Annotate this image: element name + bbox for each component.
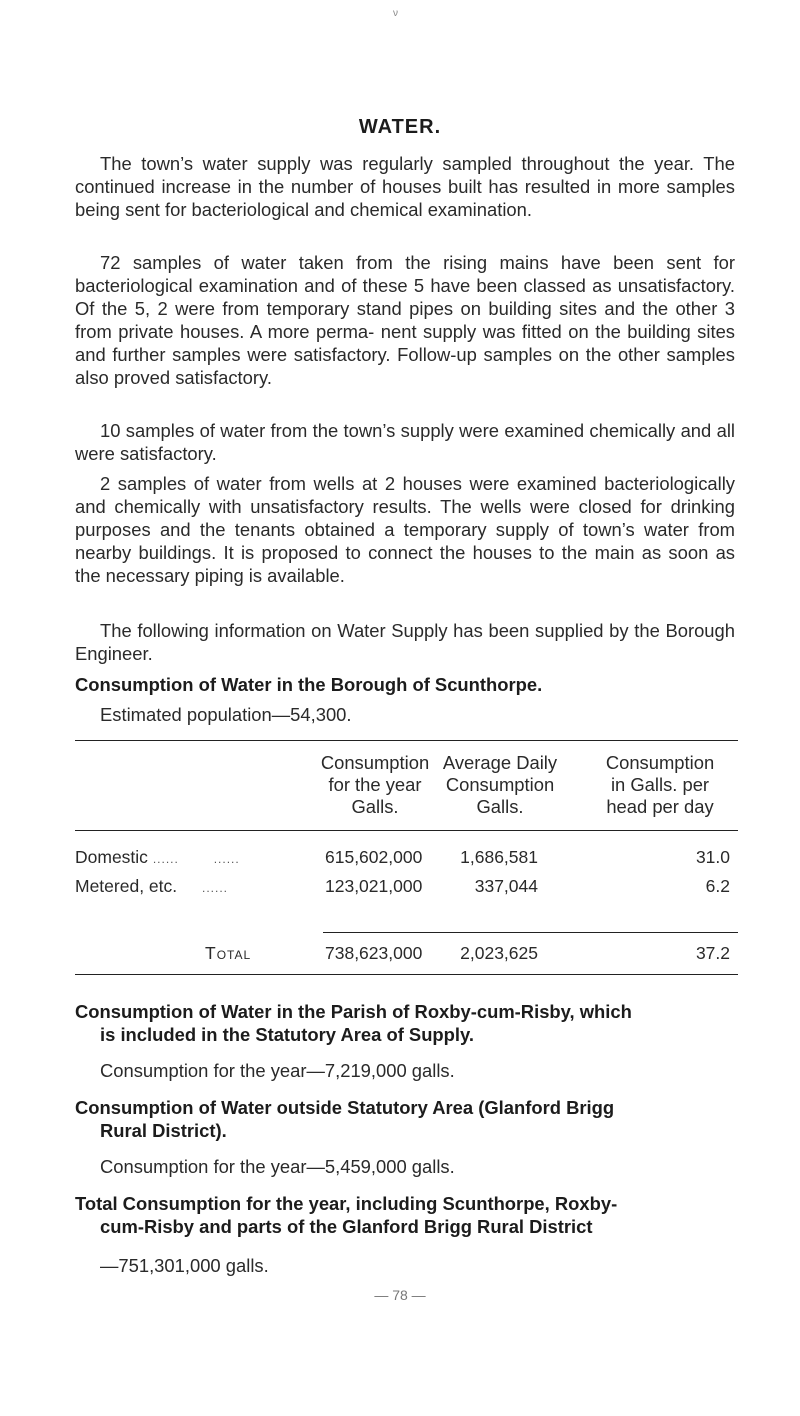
column-header-line: for the year [328, 774, 422, 795]
paragraph-wells: 2 samples of water from wells at 2 houses were examined bacteriologically and chemically with unsatisfactory results. The wells were closed for drinking purposes and the tenants obtained a temporary supply of town’s water from nearby buildings. It is proposed to connect the houses to the main as soon as the necessary piping is available. [75, 473, 735, 586]
paragraph-borough-engineer: The following information on Water Supply has been supplied by the Borough Engineer. [75, 620, 735, 664]
heading-line: Total Consumption for the year, including Scunthorpe, Roxby- [75, 1193, 618, 1214]
roxby-heading [75, 1000, 740, 1046]
corner-mark: ν [393, 8, 398, 19]
cell-daily: 337,044 [474, 876, 538, 896]
total-label: Total [205, 943, 252, 963]
table-row [75, 846, 738, 868]
table-total-row [75, 942, 738, 964]
row-label-cell [75, 846, 240, 870]
column-header-line: Consumption [320, 752, 430, 773]
cell-per-head: 31.0 [695, 847, 730, 867]
borough-heading: Consumption of Water in the Borough of Scunthorpe. [75, 674, 543, 695]
column-header-line: Consumption [605, 752, 715, 773]
table-row [75, 875, 738, 897]
column-header-year [310, 752, 440, 818]
roxby-consumption: Consumption for the year—7,219,000 galls. [100, 1060, 455, 1081]
table-top-rule [75, 740, 738, 741]
table-bottom-rule [75, 974, 738, 975]
cell-per-head: 37.2 [695, 943, 730, 963]
column-header-line: Galls. [351, 796, 399, 817]
total-consumption-heading [75, 1192, 740, 1238]
cell-year: 123,021,000 [325, 876, 423, 896]
heading-line: Consumption of Water in the Parish of Roxby-cum-Risby, which [75, 1001, 632, 1022]
column-header-line: Galls. [476, 796, 524, 817]
row-label-cell [75, 875, 228, 899]
heading-line: Rural District). [100, 1120, 227, 1141]
outside-area-heading [75, 1096, 740, 1142]
leader-dots: ...... [202, 881, 229, 895]
leader-dots: ...... [152, 852, 179, 866]
cell-per-head: 6.2 [705, 876, 730, 896]
heading-line: Consumption of Water outside Statutory Area (Glanford Brigg [75, 1097, 615, 1118]
heading-line: cum-Risby and parts of the Glanford Brigg Rural District [100, 1216, 593, 1237]
paragraph-chemical-samples: 10 samples of water from the town’s supply were examined chemically and all were satisfactory. [75, 420, 735, 464]
column-header-per-head [580, 752, 740, 818]
page-number: — 78 — [374, 1287, 426, 1303]
cell-daily: 2,023,625 [460, 943, 538, 963]
population-line: Estimated population—54,300. [100, 704, 352, 725]
paragraph-water-supply: The town’s water supply was regularly sampled throughout the year. The continued increase in the number of houses built has resulted in more samples being sent for bacteriological and chemical examination. [75, 153, 735, 220]
column-header-line: Consumption [445, 774, 555, 795]
row-label: Domestic [75, 847, 148, 867]
column-header-line: head per day [606, 796, 714, 817]
heading-line: is included in the Statutory Area of Supply. [100, 1024, 474, 1045]
cell-year: 615,602,000 [325, 847, 423, 867]
row-label: Metered, etc. [75, 876, 178, 896]
column-header-line: Average Daily [442, 752, 558, 773]
paragraph-bacteriological-samples: 72 samples of water taken from the rising mains have been sent for bacteriological examination and of these 5 have been classed as unsatisfactory. Of the 5, 2 were from temporary stand pipes on building sites and the other 3 from private houses. A more perma- nent supply was fitted on the building sites and further samples were satisfactory. Follow-up samples on the other samples also proved satisfactory. [75, 252, 735, 388]
table-total-rule [323, 932, 738, 933]
total-consumption-value: —751,301,000 galls. [100, 1255, 269, 1276]
cell-daily: 1,686,581 [460, 847, 538, 867]
column-header-daily [430, 752, 570, 818]
page-title: WATER. [358, 116, 442, 138]
table-header-rule [75, 830, 738, 831]
outside-area-consumption: Consumption for the year—5,459,000 galls. [100, 1156, 455, 1177]
column-header-line: in Galls. per [610, 774, 710, 795]
cell-year: 738,623,000 [325, 943, 423, 963]
leader-dots: ...... [213, 852, 240, 866]
